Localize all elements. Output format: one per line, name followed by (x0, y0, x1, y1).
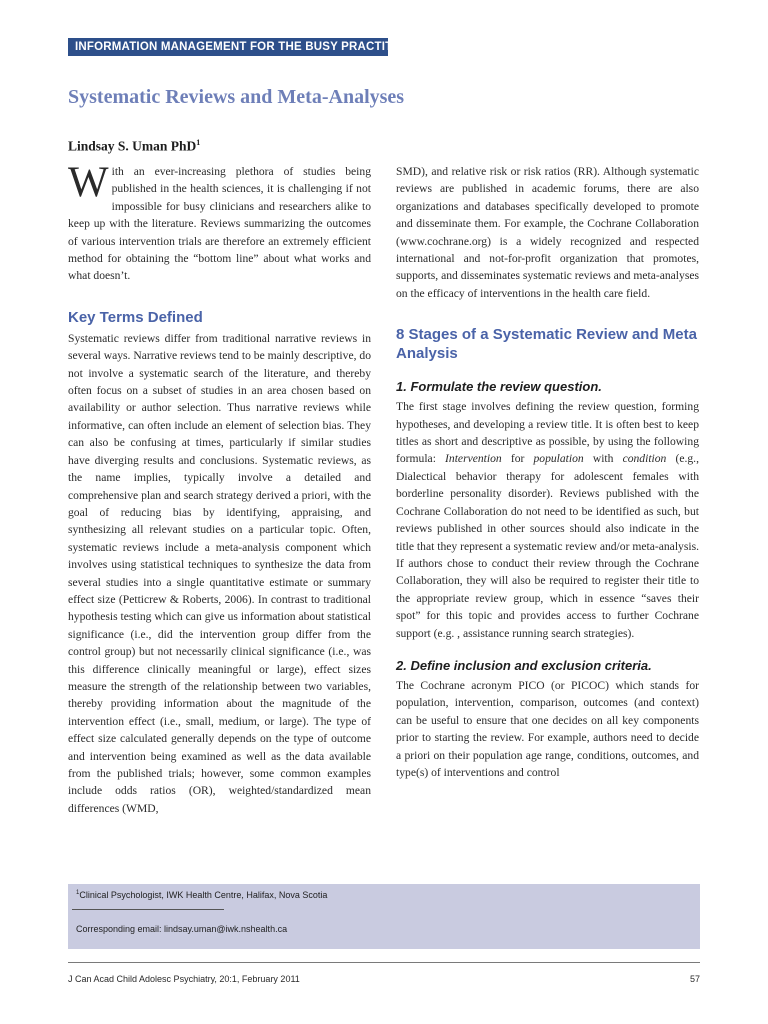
affiliation-footnote (76, 890, 327, 900)
formula-for: for (501, 452, 534, 466)
stage2-heading: 2. Define inclusion and exclusion criteria. (396, 657, 652, 673)
author-line (68, 138, 200, 155)
stage2-paragraph: The Cochrane acronym PICO (or PICOC) which stands for population, intervention, comparison, outcomes (and context) can be useful to ensure that one decides on all key components prior to starting the review. For example, authors need to decide a priori on their population age range, conditions, outcomes, and type(s) of interventions and control (396, 678, 699, 779)
stage1-paragraph (396, 398, 699, 642)
author-name: Lindsay S. Uman PhD (68, 138, 197, 154)
footer-divider (68, 962, 700, 963)
key-terms-heading: Key Terms Defined (68, 308, 203, 326)
article-title: Systematic Reviews and Meta-Analyses (68, 86, 405, 108)
corresponding-email: Corresponding email: lindsay.uman@iwk.nshealth.ca (76, 924, 288, 934)
key-terms-paragraph: Systematic reviews differ from traditional narrative reviews in several ways. Narrative reviews tend to be mainly descriptive, do not involve a systematic search of the literature, and thereby often focus on a subset of studies in an area chosen based on availability or author selection. Thus narrative reviews while informative, can often include an element of selection bias. They can also be confusing at times, particularly if similar studies have diverging results and conclusions. Systematic reviews, as the name implies, typically involve a detailed and comprehensive plan and search strategy derived a priori, with the goal of reducing bias by identifying, appraising, and synthesizing all relevant studies on a particular topic. Often, systematic reviews include a meta-analysis component which involves using statistical techniques to synthesize the data from several studies into a single quantitative estimate or summary effect size (Petticrew & Roberts, 2006). In contrast to traditional hypothesis testing which can give us information about statistical significance (i.e., did the intervention group differ from the control group) but not necessarily clinical significance (i.e., was this difference clinically meaningful or large), effect sizes measure the strength of the relationship between two variables, thereby providing information about the magnitude of the intervention effect (i.e., small, medium, or large). The type of effect size calculated generally depends on the type of outcome and intervention being examined as well as the data available from the published trials; however, some common examples include odds ratios (OR), weighted/standardized mean differences (WMD, (68, 331, 371, 815)
section-banner: INFORMATION MANAGEMENT FOR THE BUSY PRACTITIONER (68, 38, 388, 56)
stage1-text-a: The first stage involves defining the review question, forming hypotheses, and developing a review title. It is often best to keep titles as short and descriptive as possible, by using the following formula: (396, 400, 699, 466)
formula-condition: condition (622, 452, 667, 466)
intro-paragraph (68, 159, 371, 285)
stage1-heading: 1. Formulate the review question. (396, 379, 602, 395)
continuation-paragraph: SMD), and relative risk or risk ratios (RR). Although systematic reviews are published in academic forums, there are also organizations and databases specifically developed to promote and disseminate them. For example, the Cochrane Collaboration (www.cochrane.org) is a widely recognized and respected international and not-for-profit organization that promotes, supports, and disseminates systematic reviews and meta-analyses on the efficacy of interventions in the health care field. (396, 165, 699, 300)
intro-text: ith an ever-increasing plethora of studies being published in the health sciences, it is challenging if not impossible for busy clinicians and researchers alike to keep up with the literature. Reviews summarizing the outcomes of various intervention trials are therefore an extremely efficient method for obtaining the “bottom line” about what works and what doesn’t. (68, 165, 371, 283)
drop-cap: W (68, 159, 109, 206)
affiliation-text: Clinical Psychologist, IWK Health Centre, Halifax, Nova Scotia (79, 890, 328, 900)
author-footnote-marker: 1 (196, 138, 201, 147)
formula-population: population (533, 452, 584, 466)
left-column (68, 159, 371, 817)
footnote-divider (72, 909, 224, 910)
formula-with: with (583, 452, 623, 466)
right-column (396, 163, 699, 781)
formula-intervention: Intervention (445, 452, 502, 466)
journal-citation: J Can Acad Child Adolesc Psychiatry, 20:1, February 2011 (68, 974, 300, 984)
stage1-text-b: (e.g., Dialectical behavior therapy for adolescent females with borderline personality disorder). Reviews published with the Cochrane Collaboration do not need to be identified as such, but reviews published in other sources should also indicate in the title that they represent a systematic review and/or meta-analysis. If authors chose to conduct their review through the Cochrane Collaboration, they will also be required to register their title to the appropriate review group, which in essence “saves their spot” for this topic and provides access to further Cochrane support (e.g. , assistance running search strategies). (396, 452, 699, 640)
footnote-box (68, 884, 700, 949)
page-number: 57 (689, 974, 700, 984)
affiliation-marker: 1 (76, 890, 80, 896)
stages-heading: 8 Stages of a Systematic Review and Meta Analysis (396, 326, 697, 363)
